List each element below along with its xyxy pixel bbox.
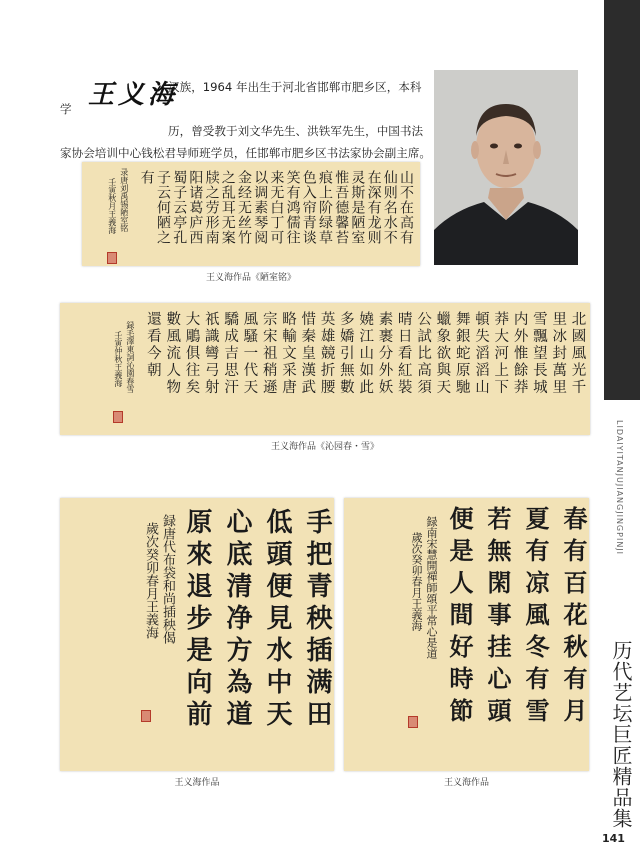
work-2-caption: 王义海作品《沁园春・雪》 xyxy=(270,442,379,452)
calligraphy-column: 有 xyxy=(138,170,155,185)
calligraphy-work-1 xyxy=(82,162,420,266)
calligraphy-column: 在深有龙则 xyxy=(365,170,382,245)
seal-stamp xyxy=(141,710,151,722)
calligraphy-column: 金经无丝竹 xyxy=(236,170,252,245)
calligraphy-column: 色入帘青谈 xyxy=(300,170,317,245)
calligraphy-column: 晴日看紅裝 xyxy=(395,311,412,396)
side-band-dark-bar xyxy=(604,0,640,400)
calligraphy-column: 雪飄望長城 xyxy=(530,311,547,396)
calligraphy-column: 舞銀蛇原馳 xyxy=(453,311,470,396)
calligraphy-column: 還看今朝 xyxy=(144,311,161,379)
work-4-caption: 王义海作品 xyxy=(443,778,489,788)
calligraphy-column: 惜秦皇漢武 xyxy=(299,311,316,396)
calligraphy-column: 里冰封萬里 xyxy=(550,311,567,396)
calligraphy-column: 原來退步是向前 xyxy=(182,508,212,732)
calligraphy-column: 宗宋祖稍遜 xyxy=(260,311,277,396)
calligraphy-column: 略輸文采唐 xyxy=(280,311,296,396)
bio-line-3: 家协会培训中心钱松君导师班学员，任邯郸市肥乡区书法家协会副主席。 xyxy=(60,146,432,160)
calligraphy-column: 之乱耳无案 xyxy=(219,170,236,245)
sidebar-title: 历代艺坛巨匠精品集 xyxy=(609,640,633,829)
calligraphy-column: 數風流人物 xyxy=(164,311,181,396)
calligraphy-column: 子云何陋之 xyxy=(155,170,171,245)
inscription-1: 録唐代布袋和尚插秧偈 xyxy=(160,514,175,644)
calligraphy-column: 素裹分外妖 xyxy=(376,311,393,396)
page-number: 141 xyxy=(602,832,625,845)
calligraphy-column: 蠟象欲與天 xyxy=(434,311,451,396)
calligraphy-column: 風騷一代天 xyxy=(241,311,258,396)
calligraphy-column: 笑有鸿儒往 xyxy=(284,170,301,245)
calligraphy-column: 便是人間好時節 xyxy=(445,506,474,730)
calligraphy-column: 夏有凉風冬有雪 xyxy=(521,506,550,730)
calligraphy-column: 公試比高須 xyxy=(415,311,432,396)
author-portrait xyxy=(434,70,578,265)
inscription-1: 録毛澤東詞沁園春雪 xyxy=(125,321,135,393)
bio-line-1: 汉族，1964 年出生于河北省邯郸市肥乡区，本科学 xyxy=(60,80,422,116)
seal-stamp xyxy=(113,411,123,423)
calligraphy-column: 春有百花秋有月 xyxy=(559,506,588,730)
calligraphy-column: 以调素琴阅 xyxy=(252,170,269,245)
calligraphy-column: 阳诸葛庐西 xyxy=(187,170,204,245)
calligraphy-column: 来无白丁可 xyxy=(268,170,285,245)
calligraphy-column: 莽大河上下 xyxy=(492,311,509,396)
seal-stamp xyxy=(408,716,418,728)
calligraphy-work-3 xyxy=(60,498,334,771)
calligraphy-column: 蜀子云亭孔 xyxy=(171,170,188,245)
calligraphy-column: 祇識彎弓射 xyxy=(202,311,219,396)
calligraphy-column: 北國風光千 xyxy=(569,311,586,396)
calligraphy-column: 英雄競折腰 xyxy=(318,311,335,396)
calligraphy-work-2 xyxy=(60,303,590,435)
calligraphy-column: 頓失滔滔山 xyxy=(473,311,489,396)
calligraphy-column: 嬈江山如此 xyxy=(357,311,374,396)
portrait-illustration xyxy=(434,70,578,265)
author-name: 王义海 xyxy=(88,80,179,110)
work-1-caption: 王义海作品《陋室铭》 xyxy=(205,273,296,283)
calligraphy-column: 大鵰俱往矣 xyxy=(183,311,200,396)
calligraphy-column: 仙则名水不 xyxy=(381,170,398,245)
calligraphy-column: 低頭便見水中天 xyxy=(262,508,292,732)
calligraphy-column: 心底清净方為道 xyxy=(222,508,252,732)
inscription-2: 歲次癸卯春月王義海 xyxy=(410,532,423,631)
bio-line-2: 历，曾受教于刘文华先生、洪铁军先生，中国书法 xyxy=(168,124,424,138)
calligraphy-column: 手把青秧插满田 xyxy=(302,508,332,732)
calligraphy-work-4 xyxy=(344,498,589,771)
calligraphy-column: 山不在高有 xyxy=(398,170,414,245)
calligraphy-column: 若無閑事挂心頭 xyxy=(483,506,512,730)
calligraphy-column: 惟吾德馨苔 xyxy=(333,170,350,245)
calligraphy-column: 痕上阶绿草 xyxy=(317,170,333,245)
seal-stamp xyxy=(107,252,117,264)
calligraphy-column: 牍之劳形南 xyxy=(203,170,220,245)
calligraphy-column: 驕成吉思汗 xyxy=(222,311,239,396)
inscription-2: 壬寅秋月王義海 xyxy=(107,178,117,234)
calligraphy-column: 灵斯是陋室 xyxy=(349,170,366,245)
work-3-caption: 王义海作品 xyxy=(174,778,220,788)
inscription-2: 歲次癸卯春月王義海 xyxy=(143,522,158,639)
calligraphy-column: 多嬌引無數 xyxy=(337,311,354,396)
calligraphy-column: 内外惟餘莽 xyxy=(511,311,528,396)
inscription-1: 録南宋慧開禪師頌平常心是道 xyxy=(425,516,438,659)
inscription-1: 录唐刘禹锡陋室铭 xyxy=(119,168,129,232)
sidebar-pinyin: LIDAIYITANJUJIANGJINGPINJI xyxy=(615,420,624,556)
inscription-2: 壬寅仲秋王義海 xyxy=(113,331,123,387)
